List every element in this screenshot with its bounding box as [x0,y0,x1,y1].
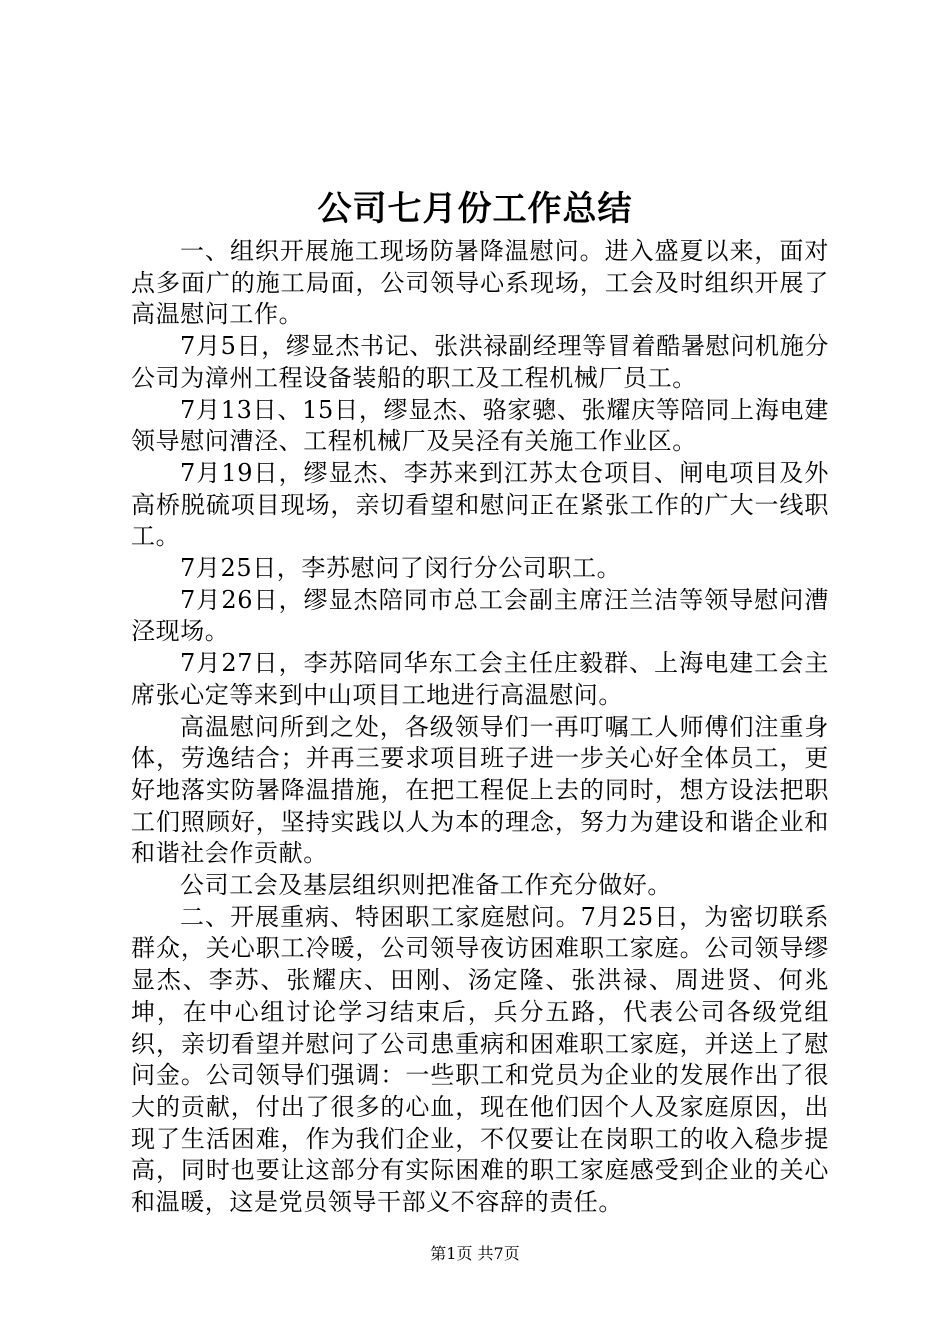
paragraph: 二、开展重病、特困职工家庭慰问。7月25日，为密切联系群众，关心职工冷暖，公司领导夜访困难职工家庭。公司领导缪显杰、李苏、张耀庆、田刚、汤定隆、张洪禄、周进贤、何兆坤，在中心组讨论学习结束后，兵分五路，代表公司各级党组织，亲切看望并慰问了公司患重病和困难职工家庭，并送上了慰问金。公司领导们强调：一些职工和党员为企业的发展作出了很大的贡献，付出了很多的心血，现在他们因个人及家庭原因，出现了生活困难，作为我们企业，不仅要让在岗职工的收入稳步提高，同时也要让这部分有实际困难的职工家庭感受到企业的关心和温暖，这是党员领导干部义不容辞的责任。 [131,902,829,1217]
paragraph: 7月13日、15日，缪显杰、骆家骢、张耀庆等陪同上海电建领导慰问漕泾、工程机械厂及吴泾有关施工作业区。 [131,395,829,456]
paragraph: 7月27日，李苏陪同华东工会主任庄毅群、上海电建工会主席张心定等来到中山项目工地进行高温慰问。 [131,649,829,709]
paragraph: 高温慰问所到之处，各级领导们一再叮嘱工人师傅们注重身体，劳逸结合；并再三要求项目班子进一步关心好全体员工，更好地落实防暑降温措施，在把工程促上去的同时，想方设法把职工们照顾好，坚持实践以人为本的理念，努力为建设和谐企业和和谐社会作贡献。 [131,712,829,868]
document-body [131,236,829,1219]
paragraph: 7月19日，缪显杰、李苏来到江苏太仓项目、闸电项目及外高桥脱硫项目现场，亲切看望和慰问正在紧张工作的广大一线职工。 [131,458,829,551]
page-footer: 第1页 共7页 [430,1244,520,1263]
paragraph: 7月5日，缪显杰书记、张洪禄副经理等冒着酷暑慰问机施分公司为漳州工程设备装船的职工及工程机械厂员工。 [131,332,829,392]
paragraph: 7月25日，李苏慰问了闵行分公司职工。 [180,554,622,583]
paragraph: 7月26日，缪显杰陪同市总工会副主席汪兰洁等领导慰问漕泾现场。 [131,585,829,646]
paragraph: 一、组织开展施工现场防暑降温慰问。进入盛夏以来，面对点多面广的施工局面，公司领导心系现场，工会及时组织开展了高温慰问工作。 [131,237,829,329]
paragraph: 公司工会及基层组织则把准备工作充分做好。 [180,871,672,900]
document-title: 公司七月份工作总结 [317,189,633,229]
